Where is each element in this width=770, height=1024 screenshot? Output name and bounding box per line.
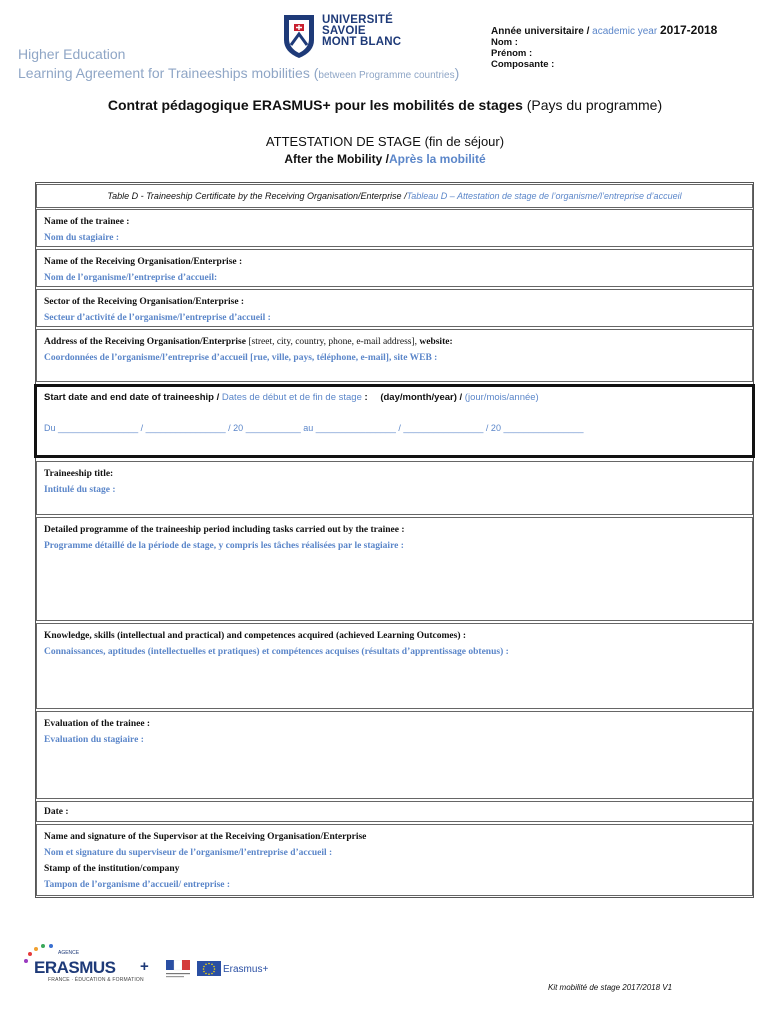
subtitle-line-1: Higher Education (18, 46, 126, 62)
field-supervisor-signature[interactable] (36, 824, 753, 896)
field-label-fr: Programme détaillé de la période de stage, y compris les tâches réalisées par le stagiaire : (44, 541, 404, 551)
erasmus-plus-mark: + (140, 958, 149, 975)
year-value: 2017-2018 (659, 23, 718, 37)
field-evaluation[interactable] (36, 711, 753, 799)
field-date[interactable] (36, 801, 753, 822)
field-label-fr: Secteur d’activité de l’organisme/l’entreprise d’accueil : (44, 313, 271, 323)
dates-label (44, 390, 745, 406)
field-label-en: Knowledge, skills (intellectual and practical) and competences acquired (achieved Learning Outcomes) : (44, 631, 467, 641)
field-label-fr: Connaissances, aptitudes (intellectuelles et pratiques) et compétences acquises (résultats d’apprentissage obtenus) : (44, 647, 509, 657)
dates-colon: : (361, 392, 371, 403)
eu-erasmus-label: Erasmus+ (223, 964, 269, 975)
field-label-en: Date : (44, 807, 69, 817)
address-label-tail: website: (419, 337, 453, 347)
university-line-2: SAVOIE (322, 25, 366, 37)
university-line-1: UNIVERSITÉ (322, 14, 394, 26)
field-label-fr: Nom et signature du superviseur de l’organisme/l’entreprise d’accueil : (44, 848, 333, 858)
subtitle-close: ) (454, 65, 460, 81)
field-label-fr-stamp: Tampon de l’organisme d’accueil/ entreprise : (44, 880, 231, 890)
eu-flag-icon (197, 961, 221, 976)
address-label-detail: [street, city, country, phone, e-mail address], (245, 337, 420, 347)
after-mobility-title (0, 152, 770, 166)
nom-label: Nom : (491, 37, 518, 48)
dates-format-en: (day/month/year) / (380, 392, 465, 403)
field-detailed-programme[interactable] (36, 517, 753, 621)
caption-en: Table D - Traineeship Certificate by the Receiving Organisation/Enterprise / (107, 191, 407, 201)
prenom-label: Prénom : (491, 48, 533, 59)
page-title (0, 97, 770, 113)
footer-version: Kit mobilité de stage 2017/2018 V1 (548, 983, 673, 992)
field-organisation-name[interactable] (36, 249, 753, 287)
field-label-fr: Nom de l’organisme/l’entreprise d’accueil: (44, 273, 218, 283)
table-caption (36, 184, 753, 208)
after-en: After the Mobility / (284, 152, 389, 166)
academic-year (491, 25, 717, 37)
field-label-en: Name and signature of the Supervisor at the Receiving Organisation/Enterprise (44, 832, 367, 842)
field-label-en: Sector of the Receiving Organisation/Enterprise : (44, 297, 245, 307)
dates-label-en: Start date and end date of traineeship / (44, 392, 222, 403)
field-knowledge-skills[interactable] (36, 623, 753, 709)
year-label-en: academic year (592, 26, 658, 37)
field-organisation-sector[interactable] (36, 289, 753, 327)
field-label-fr: Evaluation du stagiaire : (44, 735, 144, 745)
subtitle-line-2-text: Learning Agreement for Traineeships mobilities ( (18, 65, 319, 81)
subtitle-line-2 (18, 64, 459, 85)
address-label-en: Address of the Receiving Organisation/Enterprise (44, 337, 246, 347)
field-label-fr: Coordonnées de l’organisme/l’entreprise d’accueil [rue, ville, pays, téléphone, e-mail], site WEB : (44, 353, 438, 363)
student-meta (491, 25, 717, 70)
erasmus-wordmark: ERASMUS (34, 958, 116, 977)
marianne-logo-icon (166, 960, 192, 982)
field-label-en: Name of the trainee : (44, 217, 130, 227)
field-traineeship-title[interactable] (36, 461, 753, 515)
field-traineeship-dates[interactable] (34, 384, 755, 458)
after-fr: Après la mobilité (388, 152, 486, 166)
field-label-en: Evaluation of the trainee : (44, 719, 151, 729)
field-organisation-address[interactable] (36, 329, 753, 382)
field-label-en-stamp: Stamp of the institution/company (44, 864, 180, 874)
composante-label: Composante : (491, 59, 555, 70)
field-label-en: Traineeship title: (44, 469, 114, 479)
year-label-fr: Année universitaire / (491, 26, 593, 37)
dates-blank-line: Du ________________ / ________________ / 20 ___________ au ________________ / ________________ / 20 ________________ (44, 423, 584, 433)
field-label-fr: Nom du stagiaire : (44, 233, 120, 243)
dates-format-fr: (jour/mois/année) (464, 392, 539, 403)
agence-label: AGENCE (58, 950, 80, 956)
subtitle-small: between Programme countries (318, 70, 455, 81)
field-label-en: Detailed programme of the traineeship period including tasks carried out by the trainee : (44, 525, 405, 535)
field-label-fr: Intitulé du stage : (44, 485, 116, 495)
france-education-label: FRANCE · ÉDUCATION & FORMATION (48, 977, 144, 983)
page-title-normal: (Pays du programme) (522, 97, 663, 113)
page-title-bold: Contrat pédagogique ERASMUS+ pour les mobilités de stages (107, 97, 523, 113)
university-name (322, 15, 401, 48)
field-label-en (44, 334, 745, 350)
dates-label-fr: Dates de début et de fin de stage (221, 392, 362, 403)
attestation-title: ATTESTATION DE STAGE (fin de séjour) (265, 134, 505, 149)
field-trainee-name[interactable] (36, 209, 753, 247)
field-label-en: Name of the Receiving Organisation/Enterprise : (44, 257, 243, 267)
university-line-3: MONT BLANC (322, 36, 402, 48)
caption-fr: Tableau D – Attestation de stage de l’organisme/l’entreprise d’accueil (406, 191, 682, 201)
